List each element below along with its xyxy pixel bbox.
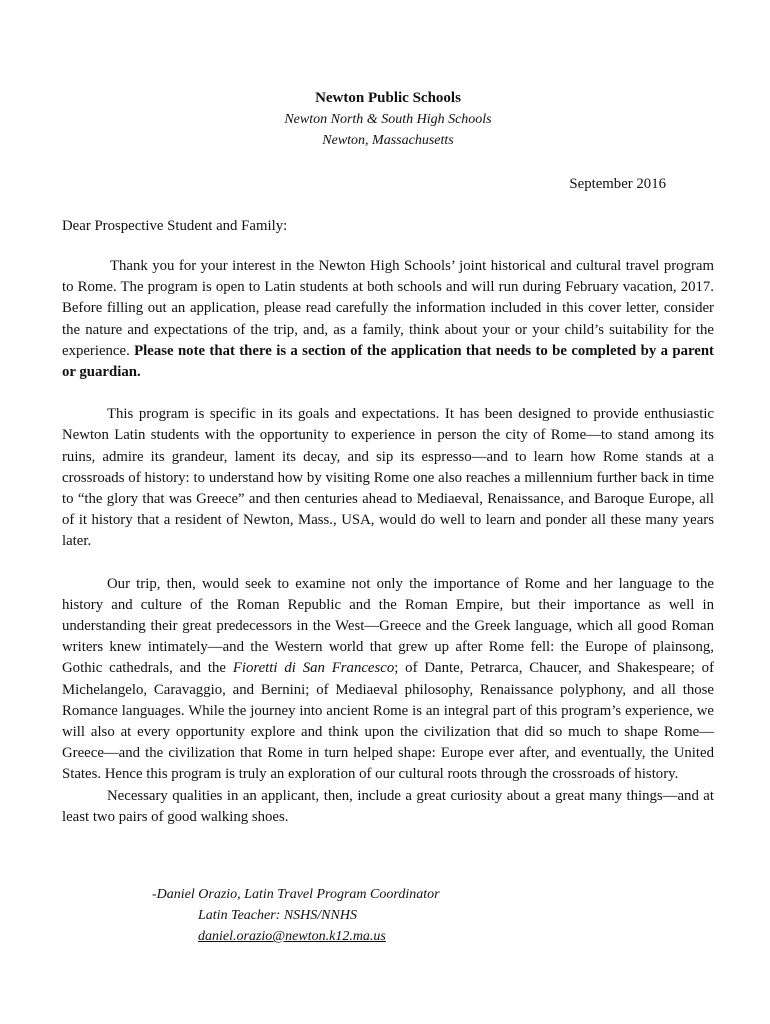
signature-name: -Daniel Orazio, Latin Travel Program Coordinator [152, 887, 440, 902]
schools-line: Newton North & South High Schools [284, 112, 492, 127]
signature-email-link[interactable]: daniel.orazio@newton.k12.ma.us [198, 929, 386, 944]
paragraph-trip-description [62, 574, 714, 786]
letterhead [62, 88, 714, 151]
paragraph-program-goals: This program is specific in its goals and expectations. It has been designed to provide enthusiastic Newton Latin students with the opportunity to experience in person the city of Rome—to stand among its ruins, admire its grandeur, lament its decay, and sip its espresso—and to learn how Rome stands at a crossroads of history: to understand how by visiting Rome one also reaches a millennium further back in time to “the glory that was Greece” and then centuries ahead to Mediaeval, Renaissance, and Baroque Europe, all of it history that a resident of Newton, Mass., USA, would do well to learn and ponder all these many years later. [62, 406, 714, 550]
paragraph-intro-text: Thank you for your interest in the Newton High Schools’ joint historical and cultural travel program to Rome. The program is open to Latin students at both schools and will run during February vacation, 2017. Before filling out an application, please read carefully the information included in this cover letter, consider the nature and expectations of the trip, and, as a family, think about your or your child’s suitability for the experience. [62, 258, 714, 359]
signature-title: Latin Teacher: NSHS/NNHS [198, 908, 357, 923]
salutation: Dear Prospective Student and Family: [62, 218, 288, 234]
fioretti-title: Fioretti di San Francesco [232, 660, 395, 677]
letter-body [62, 256, 714, 828]
paragraph-qualities: Necessary qualities in an applicant, then, include a great curiosity about a great many things—and at least two pairs of good walking shoes. [62, 787, 714, 825]
paragraph-trip-text-a: Our trip, then, would seek to examine not only the importance of Rome and her language to the history and culture of the Roman Republic and the Roman Empire, but their importance as well in understanding their great predecessors in the West—Greece and the Greek language, which all good Roman writers knew intimately—and the Western world that grew up after Rome fell: the Europe of plainsong, Gothic cathedrals, and the [62, 575, 714, 677]
parent-guardian-note: Please note that there is a section of the application that needs to be completed by a parent or guardian. [62, 342, 714, 381]
organization-name: Newton Public Schools [315, 90, 461, 106]
location-line: Newton, Massachusetts [322, 133, 454, 148]
paragraph-trip-text-b: ; of Dante, Petrarca, Chaucer, and Shakespeare; of Michelangelo, Caravaggio, and Bernini; of Mediaeval philosophy, Renaissance polyphony, and all those Romance languages. While the journey into ancient Rome is an integral part of this program’s experience, we will also at every opportunity explore and think upon the civilization that did so much to shape Rome—Greece—and the civilization that Rome in turn helped shape: Europe ever after, and eventually, the United States. Hence this program is truly an exploration of our cultural roots through the crossroads of history. [62, 660, 714, 783]
signature-block [152, 884, 440, 947]
paragraph-intro [62, 256, 714, 383]
letter-page [62, 0, 714, 1024]
letter-date: September 2016 [569, 176, 666, 192]
